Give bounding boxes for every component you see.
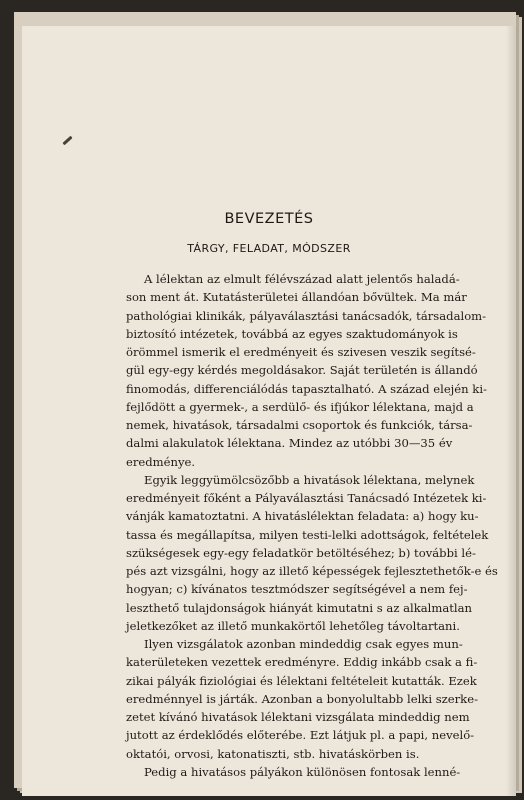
text-line: Egyik leggyümölcsözőbb a hivatások lélektana, melynek (144, 472, 475, 487)
text-line: pathológiai klinikák, pályaválasztási tanácsadók, társadalom- (126, 308, 487, 323)
text-line: eredményeit főként a Pályaválasztási Tanácsadó Intézetek ki- (126, 491, 487, 505)
text-line: nemek, hivatások, társadalmi csoportok és funkciók, társa- (126, 418, 473, 432)
text-line: pés azt vizsgálni, hogy az illető képességek fejlesztethetők-e és (126, 564, 498, 578)
text-line: A lélektan az elmult félévszázad alatt jelentős haladá- (144, 272, 460, 286)
text-line: Ilyen vizsgálatok azonban mindeddig csak egyes mun- (144, 637, 463, 651)
text-line: vánják kamatoztatni. A hivatáslélektan feladata: a) hogy ku- (126, 509, 479, 524)
text-line: leszthető tulajdonságok hiányát kimutatni s az alkalmatlan (126, 600, 473, 615)
text-line: biztosító intézetek, továbbá az egyes szaktudományok is (126, 326, 458, 341)
text-line: eredménnyel is járták. Azonban a bonyolultabb lelki szerke- (126, 691, 478, 706)
page-stack (14, 12, 516, 788)
text-line: Pedig a hivatásos pályákon különösen fontosak lenné- (144, 764, 461, 779)
text-line: jutott az érdeklődés előterébe. Ezt látjuk pl. a papi, nevelő- (126, 728, 475, 743)
text-line: gül egy-egy kérdés megoldásakor. Saját területén is állandó (126, 363, 478, 378)
text-line: zetet kívánó hivatások lélektani vizsgálata mindeddig nem (126, 710, 470, 724)
text-line: zikai pályák fiziológiai és lélektani feltételeit kutatták. Ezek (126, 673, 477, 688)
text-line: hogyan; c) kívánatos tesztmódszer segítségével a nem fej- (126, 582, 468, 597)
text-line: dalmi alakulatok lélektana. Mindez az utóbbi 30—35 év (126, 436, 453, 451)
document-page (22, 26, 516, 796)
text-line: jeletkezőket az illető munkakörtől lehetőleg távoltartani. (126, 618, 460, 633)
chapter-title: BEVEZETÉS (224, 211, 314, 227)
text-line: fejlődött a gyermek-, a serdülő- és ifjúkor lélektana, majd a (126, 399, 474, 414)
chapter-subtitle: TÁRGY, FELADAT, MÓDSZER (187, 242, 351, 255)
text-line: oktatói, orvosi, katonatiszti, stb. hivatáskörben is. (126, 746, 420, 761)
text-line: son ment át. Kutatásterületei állandóan bővültek. Ma már (126, 290, 467, 305)
text-line: eredménye. (126, 454, 196, 469)
text-line: tassa és megállapítsa, milyen testi-lelki adottságok, feltételek (126, 527, 489, 542)
text-line: szükségesek egy-egy feladatkör betöltéséhez; b) további lé- (126, 545, 476, 560)
pencil-mark (62, 136, 72, 146)
text-line: finomodás, differenciálódás tapasztalható. A század elején ki- (126, 381, 487, 396)
text-line: katerületeken vezettek eredményre. Eddig inkább csak a fi- (126, 655, 478, 670)
text-line: örömmel ismerik el eredményeit és szivesen veszik segítsé- (126, 345, 476, 359)
body-text (126, 270, 498, 781)
